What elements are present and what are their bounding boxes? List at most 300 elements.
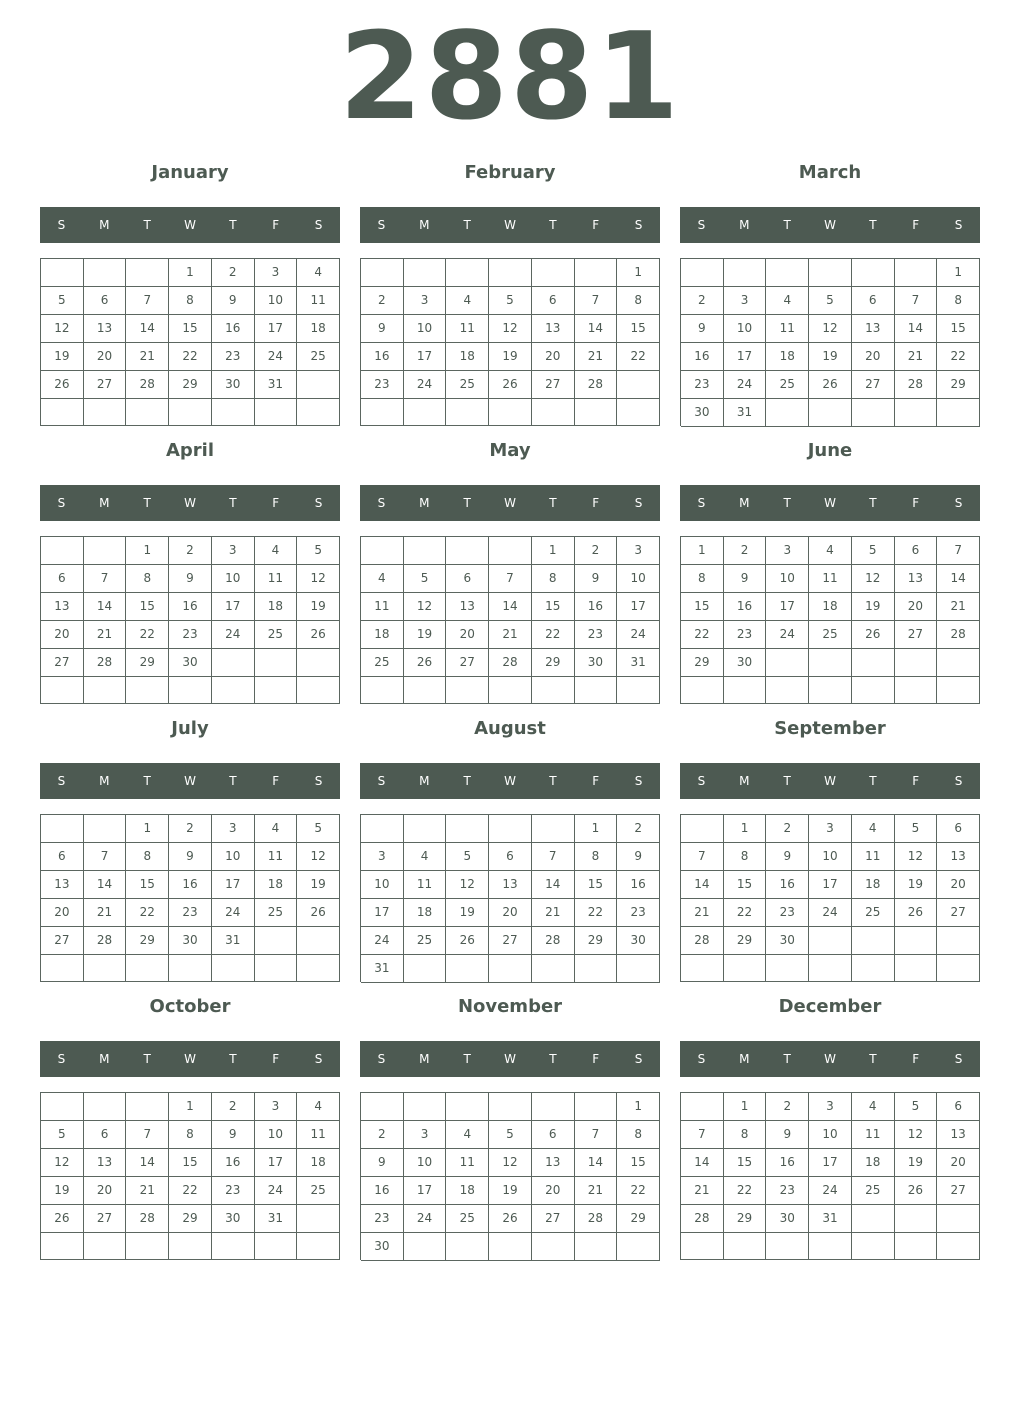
- day-cell: 13: [446, 593, 489, 621]
- day-cell: [766, 259, 809, 287]
- day-cell: [895, 1205, 938, 1233]
- day-cell: [895, 399, 938, 427]
- day-cell: 7: [681, 843, 724, 871]
- day-cell: 28: [84, 649, 127, 677]
- day-cell: 28: [681, 1205, 724, 1233]
- day-cell: 5: [41, 1121, 84, 1149]
- weekday-label: T: [869, 496, 877, 510]
- day-cell: [84, 537, 127, 565]
- day-cell: 10: [809, 1121, 852, 1149]
- day-cell: 10: [404, 315, 447, 343]
- day-cell: [681, 955, 724, 982]
- day-cell: 24: [724, 371, 767, 399]
- weekday-label: S: [57, 1052, 66, 1066]
- weekday-label: S: [314, 774, 323, 788]
- day-cell: 24: [212, 899, 255, 927]
- day-cell: [809, 259, 852, 287]
- day-cell: [724, 677, 767, 704]
- day-cell: [809, 927, 852, 955]
- day-cell: [84, 399, 127, 426]
- day-cell: 26: [489, 371, 532, 399]
- day-cell: 27: [532, 371, 575, 399]
- day-cell: 10: [212, 843, 255, 871]
- day-cell: 9: [617, 843, 660, 871]
- day-grid: [360, 814, 660, 982]
- day-cell: [297, 955, 340, 982]
- day-cell: 14: [84, 871, 127, 899]
- weekday-label: W: [504, 1052, 516, 1066]
- day-cell: 2: [766, 815, 809, 843]
- day-cell: [852, 1205, 895, 1233]
- day-cell: 27: [41, 927, 84, 955]
- weekday-label: T: [143, 218, 151, 232]
- day-cell: 21: [84, 621, 127, 649]
- day-cell: 20: [532, 343, 575, 371]
- day-cell: 28: [937, 621, 980, 649]
- month-name: April: [165, 440, 215, 461]
- day-cell: [126, 955, 169, 982]
- day-cell: 1: [169, 1093, 212, 1121]
- day-cell: 3: [766, 537, 809, 565]
- day-cell: 4: [852, 815, 895, 843]
- day-cell: 6: [446, 565, 489, 593]
- day-cell: 12: [895, 843, 938, 871]
- day-cell: 27: [937, 899, 980, 927]
- day-cell: 2: [361, 1121, 404, 1149]
- day-cell: 13: [84, 1149, 127, 1177]
- day-cell: 2: [361, 287, 404, 315]
- day-cell: [404, 537, 447, 565]
- weekday-label: S: [377, 1052, 386, 1066]
- day-cell: [617, 955, 660, 983]
- weekday-label: T: [783, 1052, 791, 1066]
- weekday-label: W: [184, 496, 196, 510]
- day-cell: [126, 1233, 169, 1260]
- day-cell: 24: [809, 1177, 852, 1205]
- day-cell: [937, 927, 980, 955]
- day-cell: 27: [446, 649, 489, 677]
- day-cell: 16: [724, 593, 767, 621]
- day-cell: 17: [361, 899, 404, 927]
- day-cell: 30: [575, 649, 618, 677]
- weekday-label: W: [824, 496, 836, 510]
- day-cell: 17: [809, 871, 852, 899]
- weekday-label: M: [739, 218, 750, 232]
- day-cell: 1: [617, 1093, 660, 1121]
- day-cell: 9: [212, 1121, 255, 1149]
- day-cell: 11: [255, 565, 298, 593]
- day-cell: 15: [681, 593, 724, 621]
- weekday-label: M: [419, 1052, 430, 1066]
- day-cell: [852, 649, 895, 677]
- day-cell: 31: [255, 1205, 298, 1233]
- day-cell: 26: [852, 621, 895, 649]
- day-cell: 4: [852, 1093, 895, 1121]
- weekday-label: T: [229, 218, 237, 232]
- day-cell: [297, 371, 340, 399]
- day-cell: 28: [532, 927, 575, 955]
- day-cell: 14: [84, 593, 127, 621]
- day-cell: 2: [169, 815, 212, 843]
- day-cell: 30: [724, 649, 767, 677]
- day-cell: 21: [126, 1177, 169, 1205]
- day-cell: 24: [212, 621, 255, 649]
- day-cell: [255, 399, 298, 426]
- day-cell: 29: [617, 1205, 660, 1233]
- day-cell: 18: [766, 343, 809, 371]
- day-cell: [212, 955, 255, 982]
- weekday-header: [360, 207, 660, 243]
- day-cell: 21: [489, 621, 532, 649]
- day-cell: 30: [361, 1233, 404, 1261]
- weekday-label: F: [272, 218, 280, 232]
- day-cell: 24: [255, 343, 298, 371]
- day-cell: 20: [41, 899, 84, 927]
- day-cell: 21: [937, 593, 980, 621]
- day-cell: 28: [126, 1205, 169, 1233]
- day-cell: 5: [446, 843, 489, 871]
- month-name: January: [151, 162, 229, 183]
- weekday-label: M: [419, 774, 430, 788]
- day-cell: [489, 537, 532, 565]
- day-cell: 5: [895, 1093, 938, 1121]
- day-cell: 27: [937, 1177, 980, 1205]
- day-cell: 24: [404, 1205, 447, 1233]
- weekday-label: T: [783, 496, 791, 510]
- day-cell: 17: [255, 1149, 298, 1177]
- day-cell: 20: [41, 621, 84, 649]
- day-cell: [255, 677, 298, 704]
- day-cell: 10: [361, 871, 404, 899]
- day-grid: [40, 1092, 340, 1260]
- day-cell: 25: [297, 1177, 340, 1205]
- day-cell: 4: [255, 537, 298, 565]
- day-cell: 19: [852, 593, 895, 621]
- day-cell: 1: [126, 815, 169, 843]
- day-cell: 14: [489, 593, 532, 621]
- day-cell: 15: [617, 315, 660, 343]
- day-cell: 9: [169, 843, 212, 871]
- day-cell: [212, 677, 255, 704]
- day-cell: 23: [766, 1177, 809, 1205]
- day-cell: 9: [766, 843, 809, 871]
- day-cell: 10: [255, 287, 298, 315]
- day-cell: 3: [809, 815, 852, 843]
- day-cell: [41, 677, 84, 704]
- day-cell: 18: [297, 315, 340, 343]
- day-cell: 8: [937, 287, 980, 315]
- day-cell: 15: [126, 593, 169, 621]
- day-cell: 17: [617, 593, 660, 621]
- day-cell: 16: [169, 871, 212, 899]
- day-cell: 1: [937, 259, 980, 287]
- day-cell: [766, 1233, 809, 1260]
- day-cell: 27: [852, 371, 895, 399]
- day-cell: 31: [724, 399, 767, 427]
- day-cell: 3: [809, 1093, 852, 1121]
- day-cell: 6: [532, 287, 575, 315]
- day-cell: [404, 1233, 447, 1261]
- day-cell: [532, 815, 575, 843]
- day-cell: 5: [489, 1121, 532, 1149]
- weekday-header: [40, 207, 340, 243]
- day-cell: 30: [169, 649, 212, 677]
- day-cell: 28: [895, 371, 938, 399]
- day-cell: [895, 927, 938, 955]
- day-cell: 4: [361, 565, 404, 593]
- day-cell: 17: [766, 593, 809, 621]
- day-cell: 15: [169, 315, 212, 343]
- day-cell: 12: [852, 565, 895, 593]
- day-cell: 17: [404, 343, 447, 371]
- day-cell: [297, 399, 340, 426]
- weekday-label: F: [592, 218, 600, 232]
- weekday-header: [40, 763, 340, 799]
- weekday-label: W: [824, 1052, 836, 1066]
- day-cell: [681, 1093, 724, 1121]
- day-cell: 5: [852, 537, 895, 565]
- day-cell: [681, 1233, 724, 1260]
- day-cell: 4: [297, 259, 340, 287]
- day-grid: [360, 1092, 660, 1260]
- day-cell: 15: [169, 1149, 212, 1177]
- day-cell: 9: [724, 565, 767, 593]
- day-cell: 13: [852, 315, 895, 343]
- day-cell: 24: [766, 621, 809, 649]
- weekday-label: S: [954, 496, 963, 510]
- weekday-header: [40, 485, 340, 521]
- day-cell: 24: [809, 899, 852, 927]
- day-cell: 18: [255, 593, 298, 621]
- day-cell: 2: [617, 815, 660, 843]
- day-cell: [852, 955, 895, 982]
- day-cell: 27: [895, 621, 938, 649]
- day-cell: 14: [575, 315, 618, 343]
- day-cell: 7: [532, 843, 575, 871]
- weekday-label: T: [549, 1052, 557, 1066]
- day-cell: [361, 1093, 404, 1121]
- day-cell: [404, 815, 447, 843]
- day-cell: [361, 815, 404, 843]
- day-cell: [681, 259, 724, 287]
- day-cell: 26: [895, 899, 938, 927]
- day-cell: 15: [532, 593, 575, 621]
- day-cell: [446, 677, 489, 704]
- day-cell: 30: [212, 371, 255, 399]
- day-cell: 6: [41, 565, 84, 593]
- day-cell: [361, 259, 404, 287]
- day-cell: [724, 1233, 767, 1260]
- day-cell: 22: [532, 621, 575, 649]
- day-cell: 23: [212, 1177, 255, 1205]
- day-cell: 26: [297, 621, 340, 649]
- day-cell: 19: [446, 899, 489, 927]
- day-cell: [489, 677, 532, 704]
- day-cell: 7: [575, 1121, 618, 1149]
- day-cell: [852, 399, 895, 427]
- day-cell: [41, 1233, 84, 1260]
- day-cell: 20: [852, 343, 895, 371]
- day-cell: 24: [361, 927, 404, 955]
- day-cell: [937, 1205, 980, 1233]
- day-cell: [41, 955, 84, 982]
- day-cell: 13: [532, 1149, 575, 1177]
- day-cell: [617, 371, 660, 399]
- day-cell: 20: [489, 899, 532, 927]
- day-cell: 4: [446, 1121, 489, 1149]
- day-cell: [809, 649, 852, 677]
- day-cell: 21: [84, 899, 127, 927]
- day-cell: 21: [532, 899, 575, 927]
- day-cell: 2: [212, 1093, 255, 1121]
- day-cell: 25: [255, 899, 298, 927]
- day-cell: 23: [617, 899, 660, 927]
- day-cell: [489, 259, 532, 287]
- day-cell: 26: [895, 1177, 938, 1205]
- day-cell: 25: [446, 1205, 489, 1233]
- day-cell: [404, 955, 447, 983]
- day-cell: [212, 649, 255, 677]
- day-cell: 10: [809, 843, 852, 871]
- day-cell: [766, 649, 809, 677]
- day-cell: 10: [404, 1149, 447, 1177]
- day-cell: 20: [446, 621, 489, 649]
- weekday-label: M: [99, 774, 110, 788]
- day-cell: 15: [724, 1149, 767, 1177]
- day-cell: 13: [532, 315, 575, 343]
- day-cell: 19: [41, 1177, 84, 1205]
- day-grid: [680, 814, 980, 982]
- day-cell: 8: [724, 843, 767, 871]
- weekday-label: T: [229, 1052, 237, 1066]
- weekday-label: T: [549, 496, 557, 510]
- day-cell: [617, 677, 660, 704]
- day-cell: 26: [489, 1205, 532, 1233]
- day-cell: 25: [404, 927, 447, 955]
- weekday-header: [680, 485, 980, 521]
- day-cell: 16: [681, 343, 724, 371]
- weekday-label: T: [463, 218, 471, 232]
- day-cell: 1: [724, 815, 767, 843]
- day-cell: 5: [895, 815, 938, 843]
- weekday-label: T: [869, 1052, 877, 1066]
- weekday-header: [40, 1041, 340, 1077]
- weekday-label: W: [824, 218, 836, 232]
- day-cell: 3: [212, 815, 255, 843]
- day-cell: 27: [489, 927, 532, 955]
- day-cell: [361, 399, 404, 426]
- day-cell: 23: [361, 1205, 404, 1233]
- day-cell: 7: [489, 565, 532, 593]
- weekday-label: T: [783, 774, 791, 788]
- day-cell: 12: [489, 1149, 532, 1177]
- day-cell: 1: [532, 537, 575, 565]
- weekday-label: F: [912, 496, 920, 510]
- day-cell: [681, 815, 724, 843]
- day-cell: [532, 399, 575, 426]
- day-cell: 2: [169, 537, 212, 565]
- weekday-label: F: [272, 1052, 280, 1066]
- day-cell: 10: [766, 565, 809, 593]
- day-cell: [212, 399, 255, 426]
- day-cell: [895, 649, 938, 677]
- day-cell: 15: [724, 871, 767, 899]
- day-cell: [84, 677, 127, 704]
- day-cell: [84, 1093, 127, 1121]
- day-cell: 13: [41, 871, 84, 899]
- day-cell: 7: [937, 537, 980, 565]
- day-cell: 1: [724, 1093, 767, 1121]
- day-cell: 9: [169, 565, 212, 593]
- day-cell: 29: [681, 649, 724, 677]
- day-cell: 31: [809, 1205, 852, 1233]
- day-cell: 30: [766, 1205, 809, 1233]
- day-cell: 17: [404, 1177, 447, 1205]
- day-cell: 10: [255, 1121, 298, 1149]
- day-cell: 22: [681, 621, 724, 649]
- day-cell: 8: [617, 287, 660, 315]
- day-cell: 25: [766, 371, 809, 399]
- day-cell: 19: [404, 621, 447, 649]
- day-cell: 9: [681, 315, 724, 343]
- day-cell: [169, 955, 212, 982]
- day-cell: 28: [489, 649, 532, 677]
- day-cell: 22: [169, 343, 212, 371]
- day-cell: 11: [255, 843, 298, 871]
- day-cell: [297, 649, 340, 677]
- day-cell: 28: [575, 371, 618, 399]
- day-cell: 31: [617, 649, 660, 677]
- day-cell: [937, 649, 980, 677]
- day-grid: [40, 814, 340, 982]
- month-name: October: [149, 996, 231, 1017]
- day-cell: 13: [84, 315, 127, 343]
- day-cell: [489, 815, 532, 843]
- day-cell: 29: [126, 649, 169, 677]
- day-cell: 2: [575, 537, 618, 565]
- day-cell: 20: [937, 871, 980, 899]
- weekday-label: T: [229, 496, 237, 510]
- day-cell: 3: [255, 1093, 298, 1121]
- day-cell: [404, 259, 447, 287]
- day-cell: [937, 955, 980, 982]
- day-cell: 22: [126, 621, 169, 649]
- day-cell: [255, 927, 298, 955]
- weekday-label: M: [99, 1052, 110, 1066]
- day-cell: [532, 1233, 575, 1261]
- day-cell: [126, 1093, 169, 1121]
- day-cell: [532, 1093, 575, 1121]
- day-cell: 13: [895, 565, 938, 593]
- weekday-label: T: [549, 774, 557, 788]
- day-cell: 17: [255, 315, 298, 343]
- day-cell: [84, 955, 127, 982]
- weekday-label: T: [869, 218, 877, 232]
- day-cell: 26: [404, 649, 447, 677]
- day-grid: [680, 536, 980, 704]
- day-cell: 5: [489, 287, 532, 315]
- weekday-label: F: [912, 218, 920, 232]
- day-cell: 27: [532, 1205, 575, 1233]
- day-cell: [809, 1233, 852, 1260]
- weekday-label: W: [184, 218, 196, 232]
- weekday-label: T: [783, 218, 791, 232]
- day-cell: 9: [766, 1121, 809, 1149]
- day-cell: 15: [126, 871, 169, 899]
- day-cell: 6: [895, 537, 938, 565]
- day-cell: 7: [84, 843, 127, 871]
- weekday-label: W: [184, 774, 196, 788]
